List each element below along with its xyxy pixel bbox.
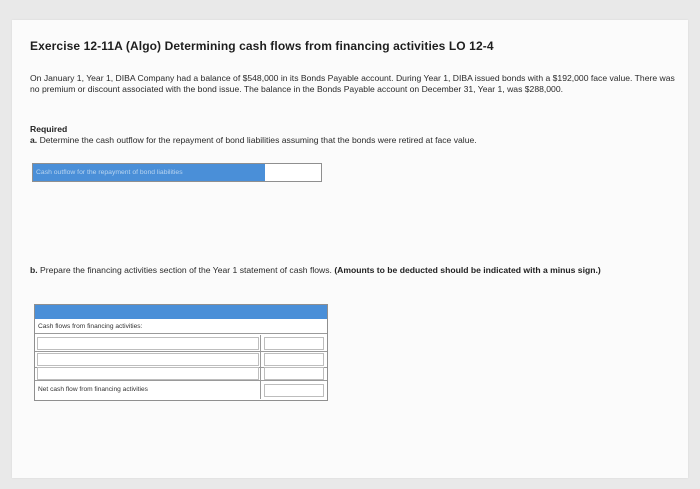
part-a-answer-row [32,163,322,182]
part-a-letter: a. [30,135,38,145]
column-divider [260,335,261,351]
exercise-panel [12,20,688,478]
exercise-title: Exercise 12-11A (Algo) Determining cash flows from financing activities LO 12-4 [30,39,494,53]
financing-activities-table [34,304,328,401]
net-cash-flow-label: Net cash flow from financing activities [38,386,148,393]
row-3-amount-input[interactable] [264,367,324,380]
problem-statement: On January 1, Year 1, DIBA Company had a balance of $548,000 in its Bonds Payable account. During Year 1, DIBA issued bonds with a $192,000 face value. There was no premium or discount associated with the bond issue. The balance in the Bonds Payable account on December 31, Year 1, was $288,000. [30,73,675,94]
row-1-amount-input[interactable] [264,337,324,350]
part-b-text: Prepare the financing activities section of the Year 1 statement of cash flows. [40,265,332,275]
row-3-label-input[interactable] [37,367,259,380]
part-b-instruction [30,265,680,276]
column-divider [260,365,261,381]
part-b-letter: b. [30,265,38,275]
cash-outflow-input[interactable] [266,165,318,179]
table-row [35,365,327,381]
column-divider [260,381,261,399]
required-heading: Required [30,124,68,134]
table-header-bar [35,305,327,319]
part-a-instruction [30,135,477,145]
net-cash-flow-row [35,381,327,399]
table-row [35,335,327,352]
cash-outflow-label: Cash outflow for the repayment of bond liabilities [33,164,265,181]
row-1-label-input[interactable] [37,337,259,350]
net-cash-flow-input[interactable] [264,384,324,397]
part-b-note: (Amounts to be deducted should be indicated with a minus sign.) [334,265,601,275]
part-a-text: Determine the cash outflow for the repayment of bond liabilities assuming that the bonds were retired at face value. [39,135,477,145]
financing-section-label: Cash flows from financing activities: [35,319,327,334]
